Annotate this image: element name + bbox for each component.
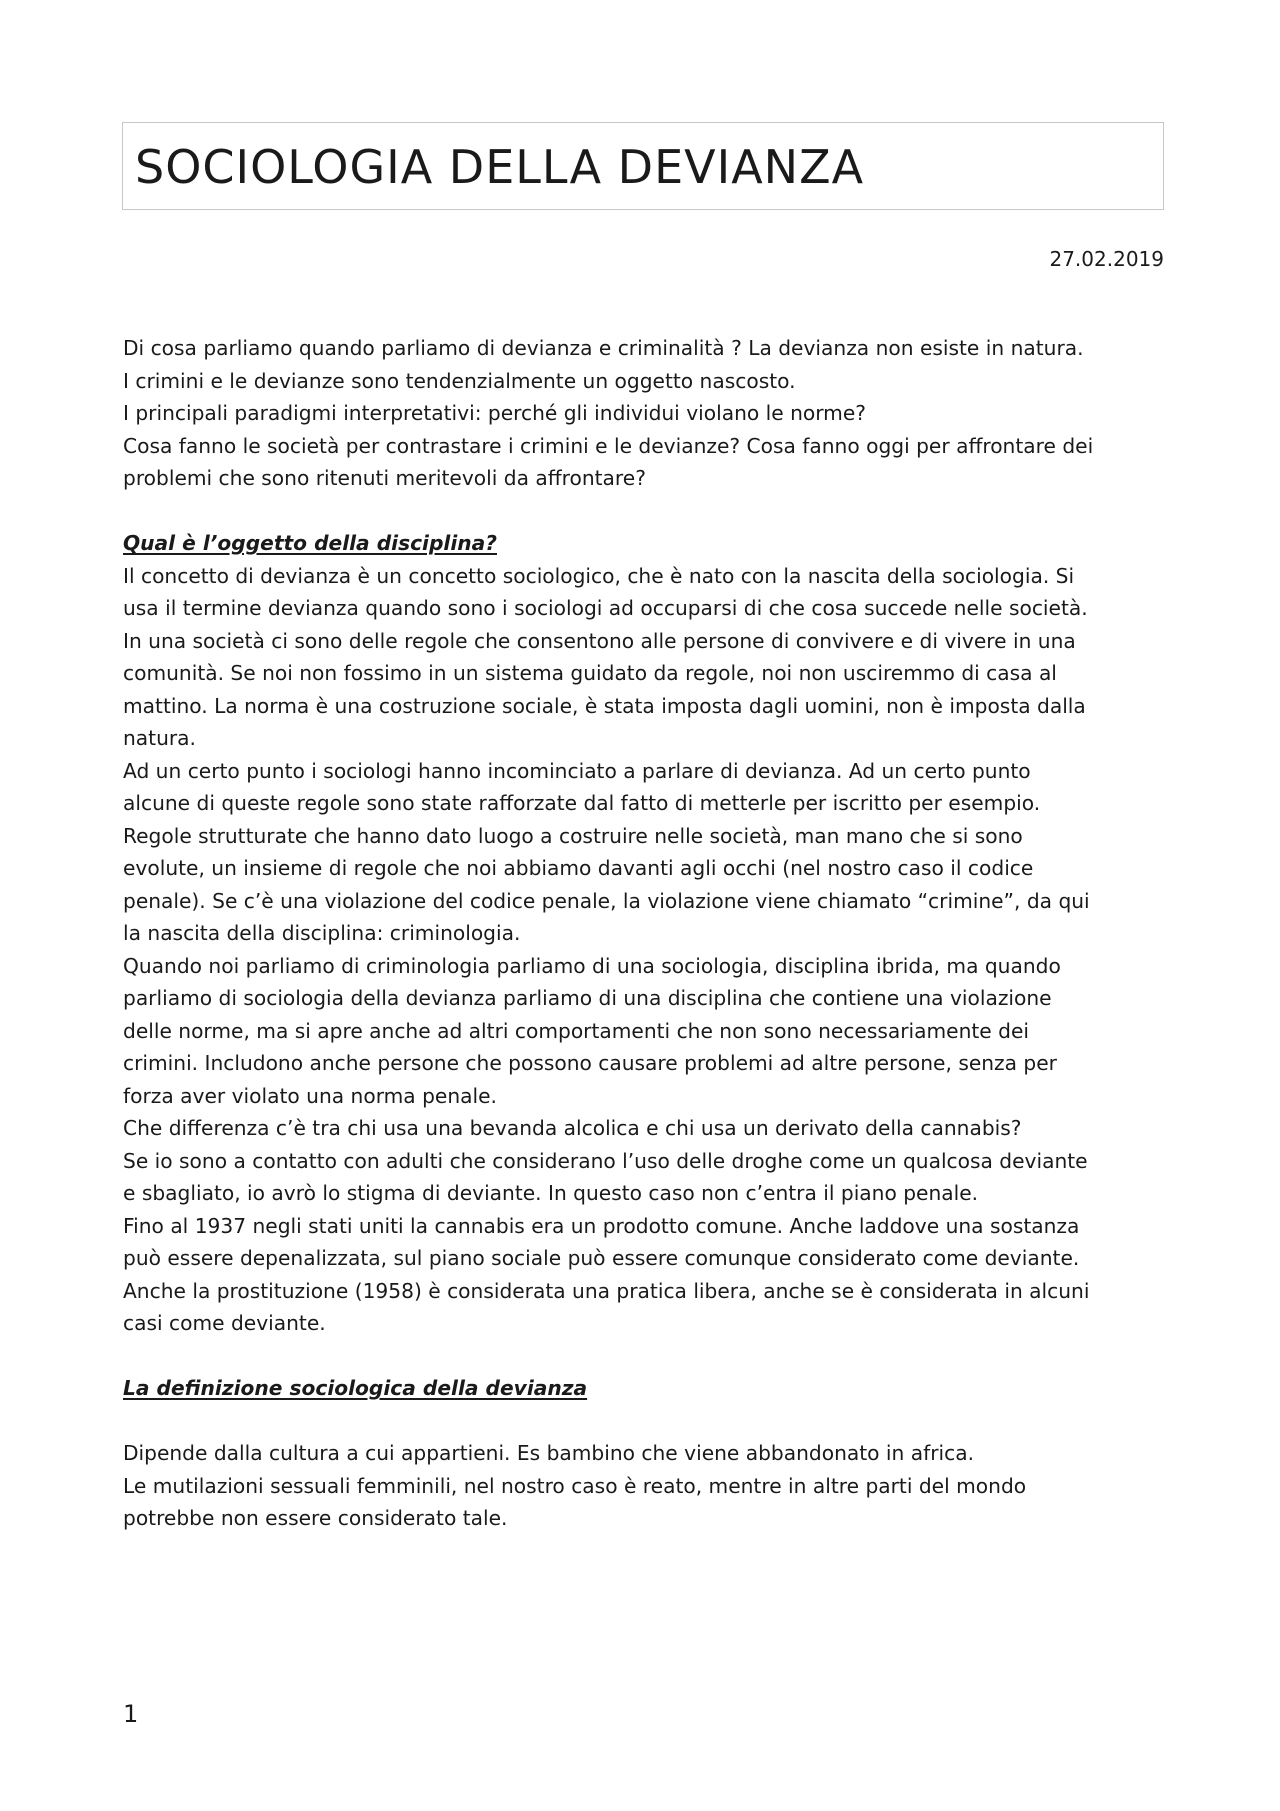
text-line: mattino. La norma è una costruzione sociale, è stata imposta dagli uomini, non è imposta dalla: [123, 693, 1086, 718]
text-line: natura.: [123, 726, 196, 750]
page-title: SOCIOLOGIA DELLA DEVIANZA: [135, 140, 865, 194]
spacer: [123, 495, 1173, 528]
section-paragraph-oggetto: [123, 560, 1173, 1340]
text-line: casi come deviante.: [123, 1311, 326, 1335]
text-line: Quando noi parliamo di criminologia parliamo di una sociologia, disciplina ibrida, ma quando: [123, 953, 1061, 978]
title-box: [122, 122, 1164, 210]
text-line: Che differenza c’è tra chi usa una bevanda alcolica e chi usa un derivato della cannabis?: [123, 1116, 1022, 1140]
intro-paragraph: [123, 332, 1173, 495]
text-line: forza aver violato una norma penale.: [123, 1083, 497, 1108]
document-date: 27.02.2019: [1049, 247, 1164, 271]
text-line: crimini. Includono anche persone che possono causare problemi ad altre persone, senza per: [123, 1051, 1057, 1075]
section-paragraph-definizione: [123, 1437, 1173, 1535]
text-line: Dipende dalla cultura a cui appartieni. Es bambino che viene abbandonato in africa.: [123, 1441, 975, 1465]
spacer: [123, 1340, 1173, 1373]
text-line: I crimini e le devianze sono tendenzialmente un oggetto nascosto.: [123, 368, 796, 393]
text-line: In una società ci sono delle regole che consentono alle persone di convivere e di vivere in una: [123, 628, 1076, 653]
text-line: problemi che sono ritenuti meritevoli da affrontare?: [123, 466, 646, 490]
text-line: può essere depenalizzata, sul piano sociale può essere comunque considerato come deviante.: [123, 1246, 1080, 1270]
text-line: usa il termine devianza quando sono i sociologi ad occuparsi di che cosa succede nelle società.: [123, 596, 1088, 620]
section-heading-oggetto: Qual è l’oggetto della disciplina?: [123, 531, 497, 555]
text-line: Le mutilazioni sessuali femminili, nel nostro caso è reato, mentre in altre parti del mondo: [123, 1473, 1027, 1498]
spacer: [123, 1405, 1173, 1438]
text-line: potrebbe non essere considerato tale.: [123, 1506, 508, 1530]
text-line: parliamo di sociologia della devianza parliamo di una disciplina che contiene una violazione: [123, 986, 1052, 1010]
document-body: [123, 332, 1173, 1535]
text-line: alcune di queste regole sono state rafforzate dal fatto di metterle per iscritto per esempio.: [123, 791, 1041, 815]
text-line: Anche la prostituzione (1958) è considerata una pratica libera, anche se è considerata in alcuni: [123, 1278, 1090, 1303]
section-heading-definizione: La definizione sociologica della devianza: [123, 1376, 588, 1400]
text-line: delle norme, ma si apre anche ad altri comportamenti che non sono necessariamente dei: [123, 1018, 1029, 1043]
text-line: Regole strutturate che hanno dato luogo a costruire nelle società, man mano che si sono: [123, 823, 1023, 848]
text-line: e sbagliato, io avrò lo stigma di deviante. In questo caso non c’entra il piano penale.: [123, 1181, 979, 1205]
text-line: I principali paradigmi interpretativi: perché gli individui violano le norme?: [123, 401, 866, 425]
text-line: comunità. Se noi non fossimo in un sistema guidato da regole, noi non usciremmo di casa al: [123, 661, 1057, 685]
page-number: 1: [123, 1700, 139, 1728]
text-line: Se io sono a contatto con adulti che considerano l’uso delle droghe come un qualcosa deviante: [123, 1148, 1088, 1173]
text-line: Fino al 1937 negli stati uniti la cannabis era un prodotto comune. Anche laddove una sostanza: [123, 1213, 1080, 1238]
text-line: Il concetto di devianza è un concetto sociologico, che è nato con la nascita della sociologia. Si: [123, 563, 1075, 588]
text-line: Di cosa parliamo quando parliamo di devianza e criminalità ? La devianza non esiste in natura.: [123, 336, 1084, 360]
text-line: penale). Se c’è una violazione del codice penale, la violazione viene chiamato “crimine”, da qui: [123, 888, 1090, 913]
text-line: Ad un certo punto i sociologi hanno incominciato a parlare di devianza. Ad un certo punto: [123, 758, 1031, 783]
text-line: la nascita della disciplina: criminologia.: [123, 921, 521, 945]
text-line: evolute, un insieme di regole che noi abbiamo davanti agli occhi (nel nostro caso il codice: [123, 856, 1034, 880]
text-line: Cosa fanno le società per contrastare i crimini e le devianze? Cosa fanno oggi per affrontare dei: [123, 433, 1094, 458]
